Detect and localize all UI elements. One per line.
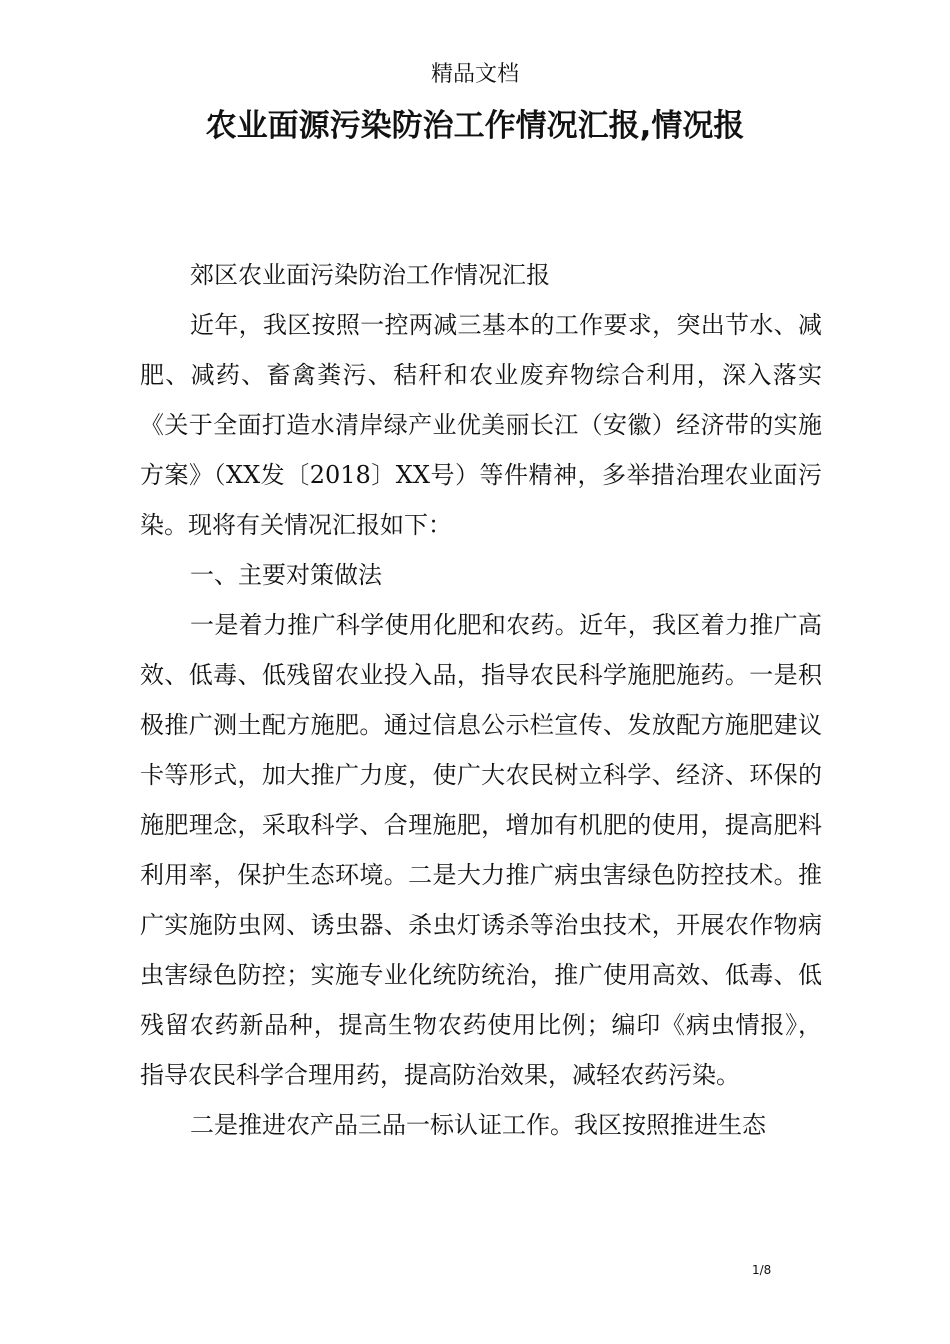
page-number: 1/8 <box>752 1263 772 1277</box>
section-heading: 一、主要对策做法 <box>190 561 382 589</box>
intro-paragraph: 近年，我区按照一控两减三基本的工作要求，突出节水、减肥、减药、畜禽粪污、秸秆和农业废弃物综合利用，深入落实《关于全面打造水清岸绿产业优美丽长江（安徽）经济带的实施方案》（XX发〔2018〕XX号）等件精神，多举措治理农业面污染。现将有关情况汇报如下： <box>140 311 822 539</box>
body-paragraph-2: 二是推进农产品三品一标认证工作。我区按照推进生态 <box>190 1111 766 1139</box>
subtitle-paragraph: 郊区农业面污染防治工作情况汇报 <box>190 261 550 289</box>
document-title: 农业面源污染防治工作情况汇报,情况报 <box>205 108 745 144</box>
page-header-label: 精品文档 <box>430 62 519 87</box>
document-body <box>140 250 822 1150</box>
body-paragraph-1: 一是着力推广科学使用化肥和农药。近年，我区着力推广高效、低毒、低残留农业投入品，指导农民科学施肥施药。一是积极推广测土配方施肥。通过信息公示栏宣传、发放配方施肥建议卡等形式，加大推广力度，使广大农民树立科学、经济、环保的施肥理念，采取科学、合理施肥，增加有机肥的使用，提高肥料利用率，保护生态环境。二是大力推广病虫害绿色防控技术。推广实施防虫网、诱虫器、杀虫灯诱杀等治虫技术，开展农作物病虫害绿色防控；实施专业化统防统治，推广使用高效、低毒、低残留农药新品种，提高生物农药使用比例；编印《病虫情报》，指导农民科学合理用药，提高防治效果，减轻农药污染。 <box>140 611 822 1089</box>
